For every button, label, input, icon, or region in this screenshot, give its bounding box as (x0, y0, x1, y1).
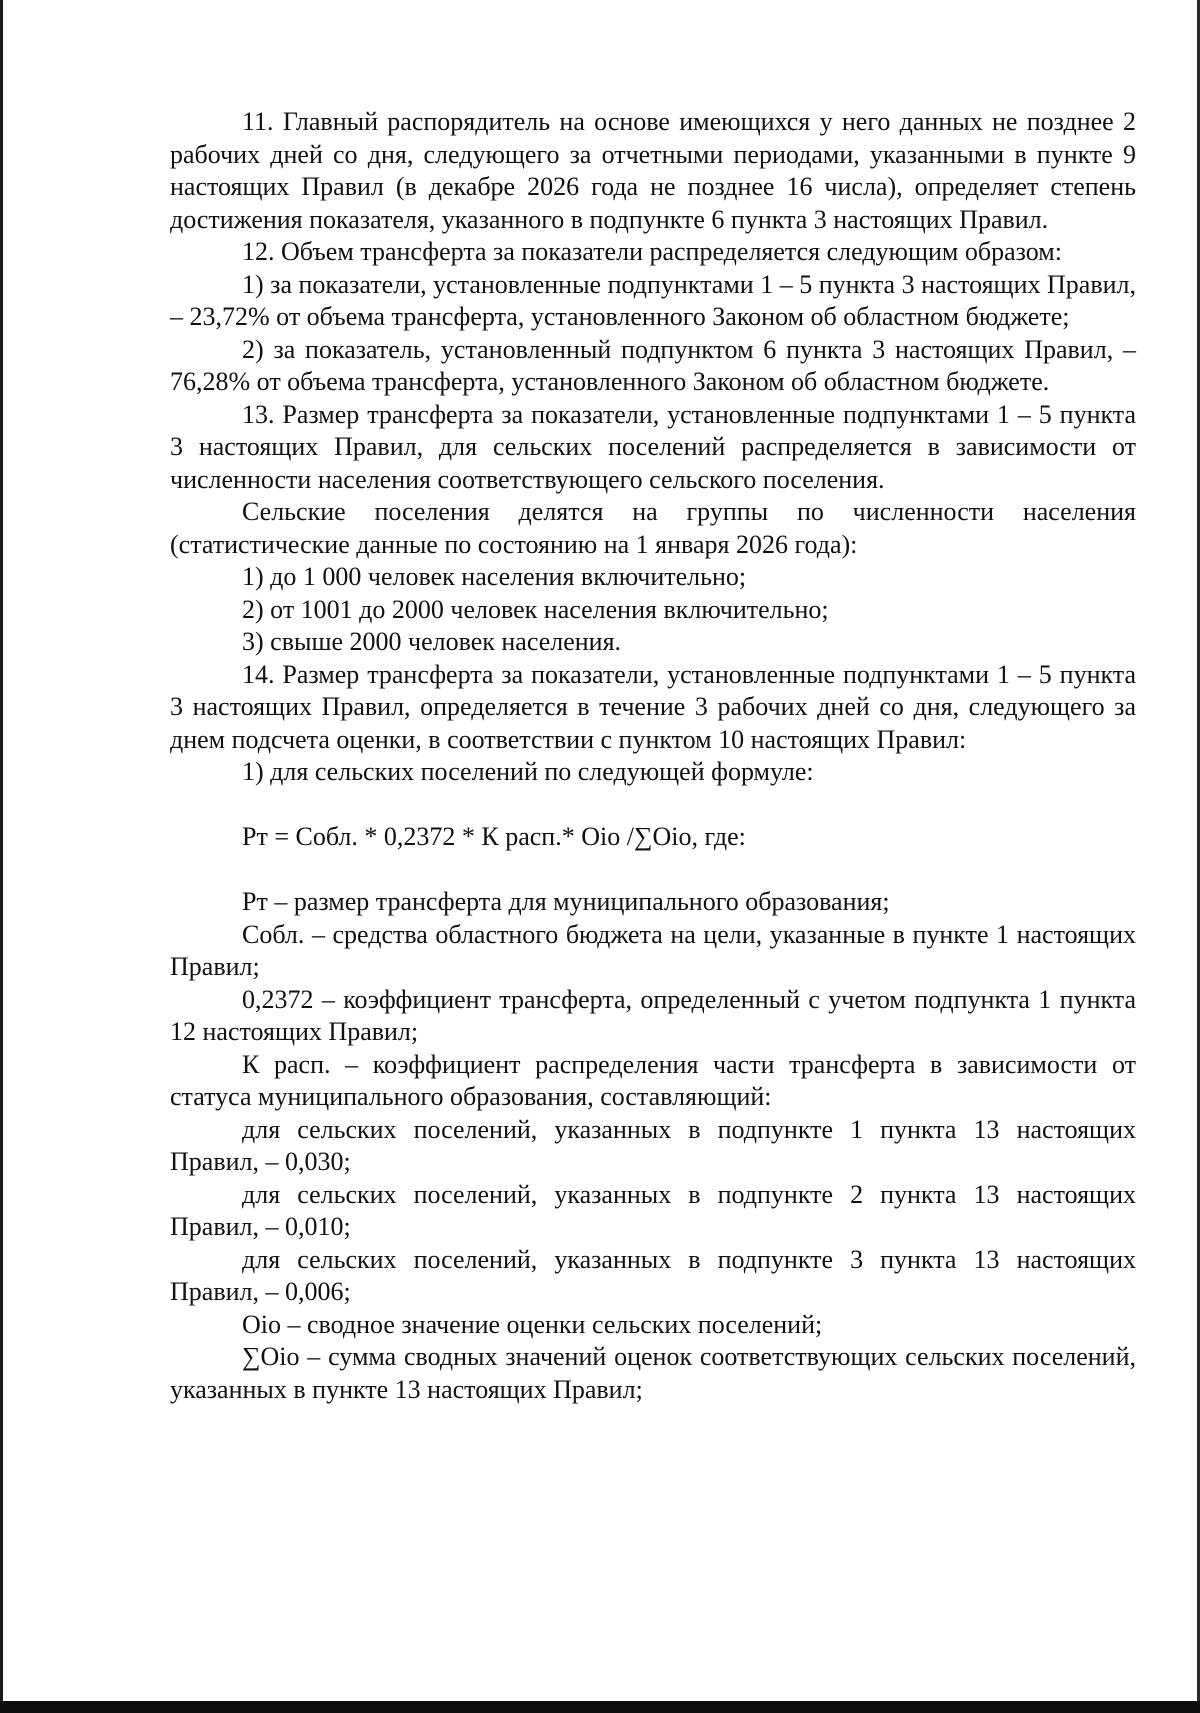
paragraph-14-item-1: 1) для сельских поселений по следующей формуле: (242, 757, 814, 786)
blank-line (170, 789, 1136, 822)
paragraph-11: 11. Главный распорядитель на основе имеющихся у него данных не позднее 2 рабочих дней со дня, следующего за отчетными периодами, указанными в пункте 9 настоящих Правил (в декабре 2026 года не позднее 16 числа), определяет степень достижения показателя, указанного в подпункте 6 пункта 3 настоящих Правил. (170, 107, 1136, 234)
k-rasp-group-3: для сельских поселений, указанных в подпункте 3 пункта 13 настоящих Правил, – 0,006; (170, 1244, 1136, 1306)
definition-rt: Рт – размер трансферта для муниципального образования; (242, 887, 890, 916)
transfer-formula: Рт = Собл. * 0,2372 * К расп.* Оiо /∑Оiо, где: (242, 822, 746, 851)
blank-line (170, 854, 1136, 887)
definition-k-rasp: К расп. – коэффициент распределения части трансферта в зависимости от статуса муниципального образования, составляющий: (170, 1049, 1136, 1111)
paragraph-12-item-1: 1) за показатели, установленные подпунктами 1 – 5 пункта 3 настоящих Правил, – 23,72% от объема трансферта, установленного Законом об областном бюджете; (170, 269, 1136, 331)
paragraph-12-item-2: 2) за показатель, установленный подпунктом 6 пункта 3 настоящих Правил, – 76,28% от объема трансферта, установленного Законом об областном бюджете. (170, 334, 1136, 396)
scan-edge-bottom (0, 1701, 1200, 1713)
document-page (170, 106, 1136, 1406)
paragraph-13-group-1: 1) до 1 000 человек населения включительно; (242, 562, 747, 591)
scan-edge-left (0, 0, 3, 1713)
k-rasp-group-2: для сельских поселений, указанных в подпункте 2 пункта 13 настоящих Правил, – 0,010; (170, 1179, 1136, 1241)
k-rasp-group-1: для сельских поселений, указанных в подпункте 1 пункта 13 настоящих Правил, – 0,030; (170, 1114, 1136, 1176)
paragraph-13-group-2: 2) от 1001 до 2000 человек населения включительно; (242, 594, 829, 624)
paragraph-13: 13. Размер трансферта за показатели, установленные подпунктами 1 – 5 пункта 3 настоящих Правил, для сельских поселений распределяется в зависимости от численности населения соответствующего сельского поселения. (170, 399, 1136, 494)
definition-sum-oio: ∑Оiо – сумма сводных значений оценок соответствующих сельских поселений, указанных в пункте 13 настоящих Правил; (170, 1342, 1136, 1404)
definition-sobl: Собл. – средства областного бюджета на цели, указанные в пункте 1 настоящих Правил; (170, 919, 1136, 981)
paragraph-13-groups-intro: Сельские поселения делятся на группы по численности населения (статистические данные по состоянию на 1 января 2026 года): (170, 497, 1136, 559)
definition-oio: Оiо – сводное значение оценки сельских поселений; (242, 1309, 823, 1339)
paragraph-12: 12. Объем трансферта за показатели распределяется следующим образом: (242, 237, 1062, 266)
paragraph-13-group-3: 3) свыше 2000 человек населения. (242, 627, 622, 656)
definition-coefficient: 0,2372 – коэффициент трансферта, определенный с учетом подпункта 1 пункта 12 настоящих Правил; (170, 984, 1136, 1046)
paragraph-14: 14. Размер трансферта за показатели, установленные подпунктами 1 – 5 пункта 3 настоящих Правил, определяется в течение 3 рабочих дней со дня, следующего за днем подсчета оценки, в соответствии с пунктом 10 настоящих Правил: (170, 659, 1136, 754)
